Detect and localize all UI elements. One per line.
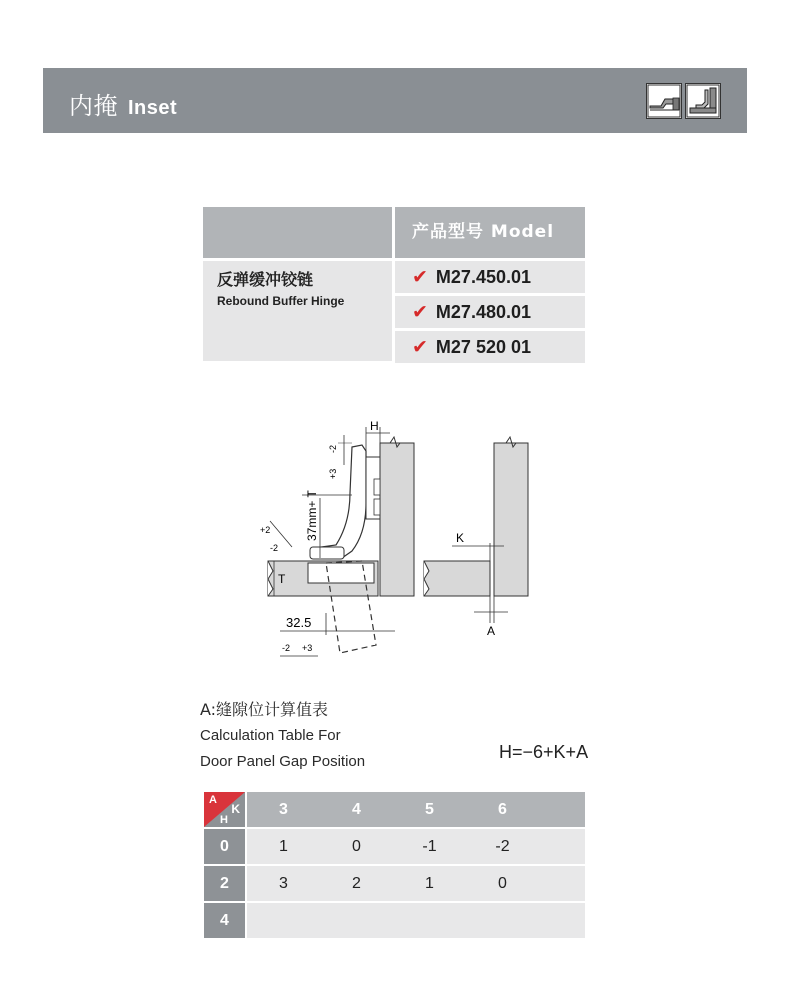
dim-label-32-5: 32.5	[286, 615, 312, 630]
dim-label-A: A	[487, 624, 496, 638]
calc-table-header-row	[204, 792, 585, 827]
model-code-row	[395, 261, 585, 293]
row-cells	[247, 866, 585, 901]
dim-label-minus2: -2	[328, 444, 338, 453]
row-cells	[247, 829, 585, 864]
calc-title-en-2: Door Panel Gap Position	[200, 753, 366, 770]
dim-label-left-plus2: +2	[260, 525, 271, 535]
dim-label-H: H	[370, 419, 379, 433]
row-cells	[247, 903, 585, 938]
table-cell: -1	[422, 837, 437, 855]
dim-label-plus3: +3	[328, 468, 338, 479]
calc-description	[200, 697, 365, 775]
calc-table-row	[204, 903, 585, 938]
corner-label-h: H	[220, 814, 228, 826]
table-cell: 3	[279, 874, 288, 892]
model-table-header-blank	[203, 207, 392, 258]
cabinet-side-panel	[380, 443, 414, 596]
table-cell: 2	[352, 874, 361, 892]
check-icon: ✔	[412, 266, 428, 288]
calc-title-en-1: Calculation Table For	[200, 727, 341, 744]
h-row-header: 2	[204, 866, 245, 901]
calc-table	[204, 792, 585, 940]
check-icon: ✔	[412, 301, 428, 323]
corner-label-k: K	[231, 802, 240, 816]
section-title-en: Inset	[128, 97, 178, 119]
hinge-arm	[314, 445, 366, 558]
section-title-zh: 内掩	[69, 92, 118, 120]
section-title	[69, 86, 177, 121]
model-code-row	[395, 296, 585, 328]
product-name-cell	[203, 261, 392, 361]
table-cell	[320, 903, 393, 938]
table-cell	[466, 903, 539, 938]
model-table-header	[203, 207, 585, 258]
model-table	[203, 207, 585, 363]
h-row-header: 4	[204, 903, 245, 938]
gap-formula: H=−6+K+A	[499, 742, 589, 762]
hinge-technical-diagram	[240, 413, 540, 663]
model-code: M27.480.01	[435, 301, 531, 322]
door-panel-right	[424, 561, 490, 596]
dim-label-bottom-plus3: +3	[302, 643, 313, 653]
calc-title-zh: A:缝隙位计算值表	[200, 700, 329, 719]
check-icon: ✔	[412, 336, 428, 358]
table-cell: -2	[495, 837, 510, 855]
corner-label-a: A	[209, 794, 217, 806]
product-name-zh: 反弹缓冲铰链	[217, 270, 314, 289]
dim-label-bottom-minus2: -2	[282, 643, 291, 653]
model-table-header-label: 产品型号 Model	[395, 207, 585, 258]
model-table-body	[203, 261, 585, 363]
header-icons	[646, 83, 721, 119]
model-codes	[395, 261, 585, 363]
dim-label-left-minus2: -2	[270, 543, 279, 553]
k-header-cell: 6	[498, 800, 507, 818]
hinge-cup	[308, 563, 374, 583]
cabinet-side-panel-right	[494, 443, 528, 596]
model-code-row	[395, 331, 585, 363]
table-cell	[393, 903, 466, 938]
model-code: M27.450.01	[435, 266, 531, 287]
product-name-en: Rebound Buffer Hinge	[217, 294, 345, 308]
table-cell: 1	[279, 837, 288, 855]
model-code: M27 520 01	[435, 336, 531, 357]
calc-table-row	[204, 829, 585, 864]
table-cell: 0	[498, 874, 507, 892]
table-cell	[247, 903, 320, 938]
table-cell: 1	[425, 874, 434, 892]
k-header-cells	[247, 792, 585, 827]
dim-label-T: T	[278, 572, 286, 586]
cabinet-hinge-side-icon	[646, 83, 682, 119]
h-row-header: 0	[204, 829, 245, 864]
k-header-cell: 5	[425, 800, 434, 818]
cabinet-hinge-corner-icon	[685, 83, 721, 119]
calc-table-row	[204, 866, 585, 901]
dim-label-37mmT: 37mm+ T	[305, 490, 319, 541]
table-cell: 0	[352, 837, 361, 855]
k-header-cell: 4	[352, 800, 361, 818]
dim-label-K: K	[456, 531, 465, 545]
section-header	[43, 68, 747, 133]
calc-table-corner	[204, 792, 245, 827]
k-header-cell: 3	[279, 800, 288, 818]
